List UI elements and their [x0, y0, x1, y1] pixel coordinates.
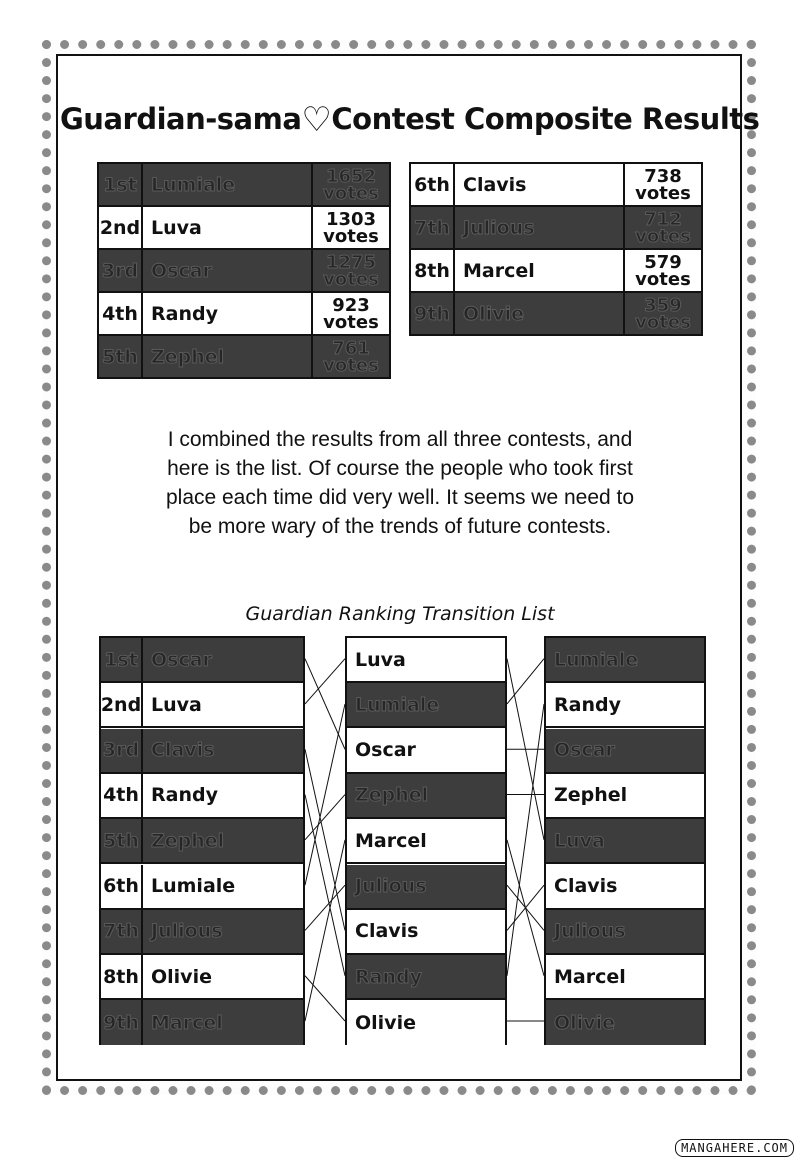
vote-unit: votes — [635, 182, 691, 204]
guardian-name-label: Julious — [355, 875, 427, 897]
guardian-name-label: Luva — [554, 829, 605, 852]
guardian-name-label: Randy — [554, 693, 621, 716]
rank-position-label: 9th — [414, 302, 450, 325]
rank-position-label: 5th — [102, 345, 138, 368]
transition-line — [305, 885, 345, 930]
rank-position-label: 2nd — [99, 216, 141, 239]
guardian-name-label: Luva — [151, 216, 202, 239]
guardian-name-label: Olivie — [554, 1011, 615, 1034]
transition-line — [305, 749, 345, 930]
rank-position-label: 6th — [414, 173, 450, 196]
guardian-name-label: Randy — [151, 302, 218, 325]
vote-number: 761 — [332, 337, 370, 359]
vote-number: 359 — [644, 294, 682, 316]
vote-unit: votes — [323, 354, 379, 376]
transition-list-title: Guardian Ranking Transition List — [245, 603, 555, 625]
guardian-name-label: Zephel — [355, 784, 429, 807]
guardian-name-label: Julious — [151, 920, 223, 943]
rank-position-label: 1st — [104, 648, 138, 671]
rank-position-label: 2nd — [100, 693, 142, 716]
guardian-name-label: Randy — [151, 784, 218, 807]
guardian-name-label: Olivie — [463, 302, 524, 325]
rank-position-label: 1st — [103, 173, 137, 196]
guardian-name-label: Marcel — [151, 1011, 223, 1034]
guardian-name-label: Julious — [463, 216, 535, 239]
vote-number: 1275 — [325, 251, 377, 273]
guardian-name-label: Lumiale — [355, 693, 440, 716]
rank-position-label: 7th — [103, 920, 139, 943]
transition-line — [305, 795, 345, 840]
vote-unit: votes — [635, 268, 691, 290]
vote-unit: votes — [323, 268, 379, 290]
vote-number: 923 — [332, 294, 370, 316]
watermark: MANGAHERE.COM — [675, 1139, 794, 1157]
guardian-name-label: Clavis — [151, 739, 215, 762]
guardian-name-label: Luva — [355, 648, 406, 671]
vote-unit: votes — [635, 311, 691, 333]
transition-line — [305, 659, 345, 704]
guardian-name-label: Olivie — [151, 965, 212, 988]
title-part-2: Contest Composite Results — [331, 102, 760, 136]
vote-unit: votes — [323, 225, 379, 247]
vote-number: 738 — [644, 165, 682, 187]
transition-line — [305, 795, 345, 976]
vote-unit: votes — [323, 311, 379, 333]
guardian-name-label: Clavis — [463, 173, 527, 196]
guardian-name-label: Lumiale — [151, 875, 236, 897]
guardian-name-label: Luva — [151, 693, 202, 716]
guardian-name-label: Clavis — [355, 920, 419, 943]
vote-unit: votes — [323, 182, 379, 204]
vote-unit: votes — [635, 225, 691, 247]
guardian-name-label: Marcel — [355, 829, 427, 852]
guardian-name-label: Oscar — [554, 739, 615, 762]
rank-position-label: 4th — [102, 302, 138, 325]
transition-line — [507, 704, 544, 976]
transition-line — [305, 704, 345, 885]
rank-position-label: 7th — [414, 216, 450, 239]
vote-number: 712 — [644, 208, 682, 230]
transition-line — [305, 659, 345, 750]
guardian-name-label: Oscar — [355, 739, 416, 762]
heart-icon: ♡ — [301, 100, 332, 140]
guardian-name-label: Marcel — [554, 965, 626, 988]
guardian-name-label: Clavis — [554, 875, 618, 897]
guardian-name-label: Olivie — [355, 1011, 416, 1034]
transition-line — [507, 659, 544, 704]
guardian-name-label: Oscar — [151, 259, 212, 282]
guardian-name-label: Zephel — [151, 829, 225, 852]
guardian-name-label: Randy — [355, 965, 422, 988]
vote-number: 579 — [644, 251, 682, 273]
transition-line — [305, 840, 345, 1021]
rank-position-label: 3rd — [101, 259, 139, 282]
rank-position-label: 3rd — [102, 739, 140, 762]
rank-position-label: 9th — [103, 1011, 139, 1034]
rank-position-label: 5th — [103, 829, 139, 852]
commentary-text: I combined the results from all three contests, and here is the list. Of course the people who took first place each time did very well. It seems we need to be more wary of the trends of future contests. — [165, 428, 635, 538]
rank-position-label: 8th — [414, 259, 450, 282]
rank-position-label: 8th — [103, 965, 139, 988]
guardian-name-label: Zephel — [151, 345, 225, 368]
guardian-name-label: Lumiale — [554, 648, 639, 671]
transition-line — [305, 976, 345, 1021]
title-part-1: Guardian-sama — [60, 102, 302, 136]
guardian-name-label: Oscar — [151, 648, 212, 671]
rank-position-label: 6th — [103, 875, 139, 897]
guardian-name-label: Zephel — [554, 784, 628, 807]
vote-number: 1652 — [325, 165, 377, 187]
vote-number: 1303 — [325, 208, 377, 230]
guardian-name-label: Marcel — [463, 259, 535, 282]
rank-position-label: 4th — [103, 784, 139, 807]
guardian-name-label: Julious — [554, 920, 626, 943]
guardian-name-label: Lumiale — [151, 173, 236, 196]
